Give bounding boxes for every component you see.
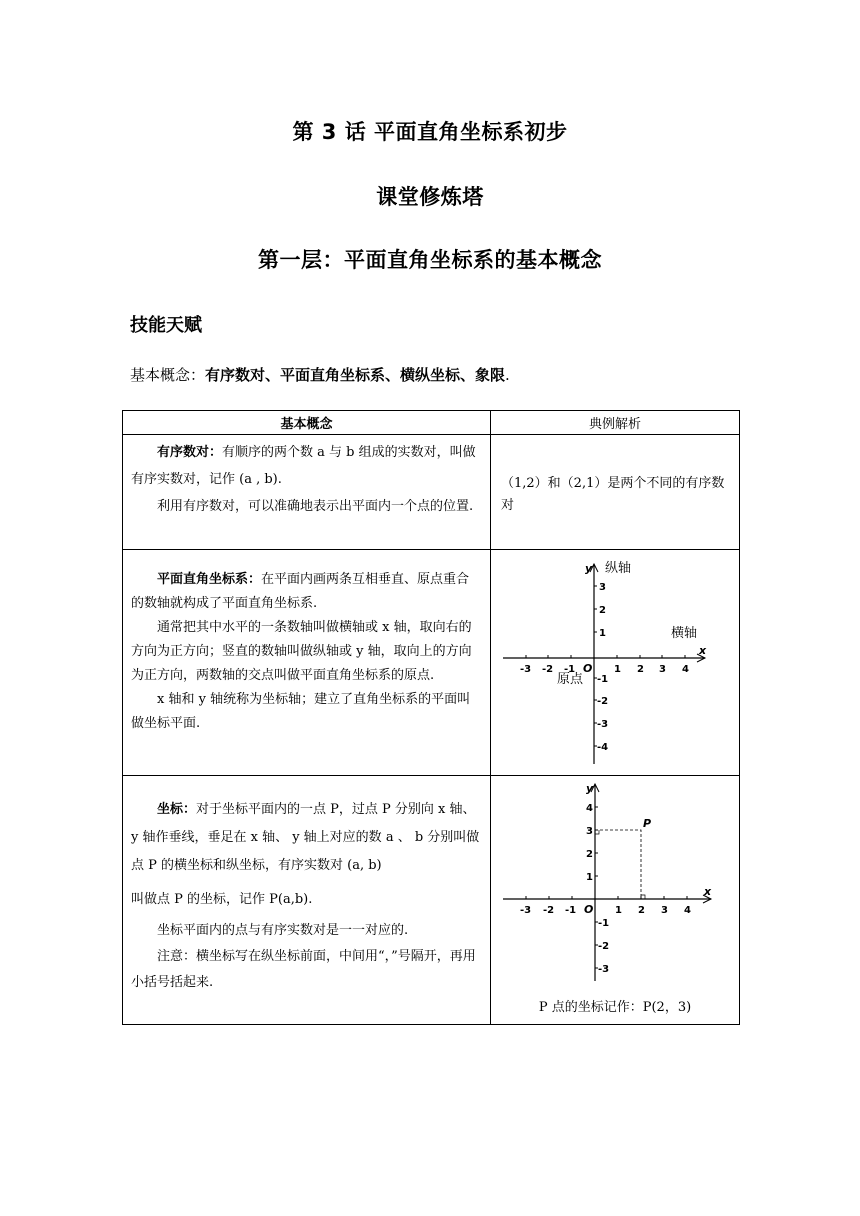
y-tick-label: 1 [586,872,593,883]
table-row [123,435,740,550]
x-tick-label: -2 [542,664,554,675]
x-tick-label: 3 [659,664,666,675]
projection-lines [595,830,641,899]
origin-name: 原点 [557,672,584,687]
table-row [123,550,740,776]
y-tick-label: 3 [586,826,593,837]
intro-prefix: 基本概念： [130,366,206,384]
x-tick-label: -1 [565,905,577,916]
x-tick-label: 4 [682,664,689,675]
coordinate-plane-description: x 轴和 y 轴统称为坐标轴；建立了直角坐标系的平面叫做坐标平面. [131,692,471,731]
origin-letter: O [584,903,594,916]
coordinate-system-definition: 平面直角坐标系：在平面内画两条互相垂直、原点重合的数轴就构成了平面直角坐标系. [131,572,470,611]
x-tick-label: -1 [564,664,576,675]
term-ordered-pair: 有序数对： [157,445,223,460]
section-title: 课堂修炼塔 [376,185,484,209]
table-row [123,776,740,1025]
notation-note: 注意：横坐标写在纵坐标前面，中间用“，”号隔开，再用小括号括起来. [131,949,476,990]
x-tick-label: 2 [637,664,644,675]
y-axis-letter: y [585,562,593,575]
x-tick-label: -3 [520,905,532,916]
term-coordinate: 坐标： [157,802,197,817]
intro-line [130,364,510,385]
coordinate-notation: 叫做点 P 的坐标，记作 P(a,b). [131,892,313,907]
coordinate-system-graph [491,550,740,774]
y-axis-letter: y [586,782,594,795]
point-p-caption: P 点的坐标记作：P(2，3) [538,1000,692,1015]
x-tick-label: -3 [520,664,532,675]
ordered-pair-usage: 利用有序数对，可以准确地表示出平面内一个点的位置. [157,499,474,514]
origin-letter: O [583,662,593,675]
x-tick-label: 2 [638,905,645,916]
layer-title: 第一层：平面直角坐标系的基本概念 [258,248,602,272]
y-tick-label: -4 [597,742,609,753]
concept-table [122,410,740,1025]
y-tick-label: 3 [599,582,606,593]
term-coordinate-system: 平面直角坐标系： [157,572,262,587]
header-concept: 基本概念 [123,411,491,435]
concept-cell [123,435,491,550]
y-tick-label: -3 [597,719,609,730]
point-p-graph [491,776,740,998]
y-tick-label: -1 [598,918,610,929]
example-cell [491,776,740,1025]
coordinate-definition: 坐标：对于坐标平面内的一点 P，过点 P 分别向 x 轴、 y 轴作垂线，垂足在 x 轴、 y 轴上对应的数 a 、 b 分别叫做点 P 的横坐标和纵坐标，有序实数对 (a, b) [131,802,480,873]
example-cell [491,550,740,776]
example-cell [491,435,740,550]
y-tick-label: -2 [597,696,609,707]
intro-suffix: . [505,366,510,384]
x-tick-label: 3 [661,905,668,916]
y-tick-label: 2 [586,849,593,860]
x-tick-label: -2 [543,905,555,916]
point-p-label: P [643,817,652,830]
y-tick-label: 1 [599,628,606,639]
skill-heading: 技能天赋 [130,315,202,336]
concept-cell [123,776,491,1025]
one-to-one-note: 坐标平面内的点与有序实数对是一一对应的. [157,923,409,938]
x-axis-name: 横轴 [671,626,698,641]
concept-cell [123,550,491,776]
intro-bold: 有序数对、平面直角坐标系、横纵坐标、象限 [205,366,506,384]
header-example: 典例解析 [491,411,740,435]
axes-description: 通常把其中水平的一条数轴叫做横轴或 x 轴，取向右的方向为正方向；竖直的数轴叫做纵轴或 y 轴，取向上的方向为正方向，两数轴的交点叫做平面直角坐标系的原点. [131,620,472,683]
ordered-pair-example: （1,2）和（2,1）是两个不同的有序数对 [501,476,725,513]
table-header-row [123,411,740,435]
x-axis-letter: x [699,644,707,657]
y-tick-label: -2 [598,941,610,952]
x-tick-label: 1 [614,664,621,675]
x-axis-letter: x [704,885,712,898]
y-tick-label: 2 [599,605,606,616]
y-axis-name: 纵轴 [605,561,632,576]
ordered-pair-definition: 有序数对：有顺序的两个数 a 与 b 组成的实数对，叫做有序实数对，记作 (a , b). [131,445,476,487]
x-tick-label: 1 [615,905,622,916]
y-tick-label: 4 [586,803,593,814]
x-tick-label: 4 [684,905,691,916]
y-tick-label: -1 [597,674,609,685]
lesson-title: 第 3 话 平面直角坐标系初步 [292,120,568,144]
y-tick-label: -3 [598,964,610,975]
